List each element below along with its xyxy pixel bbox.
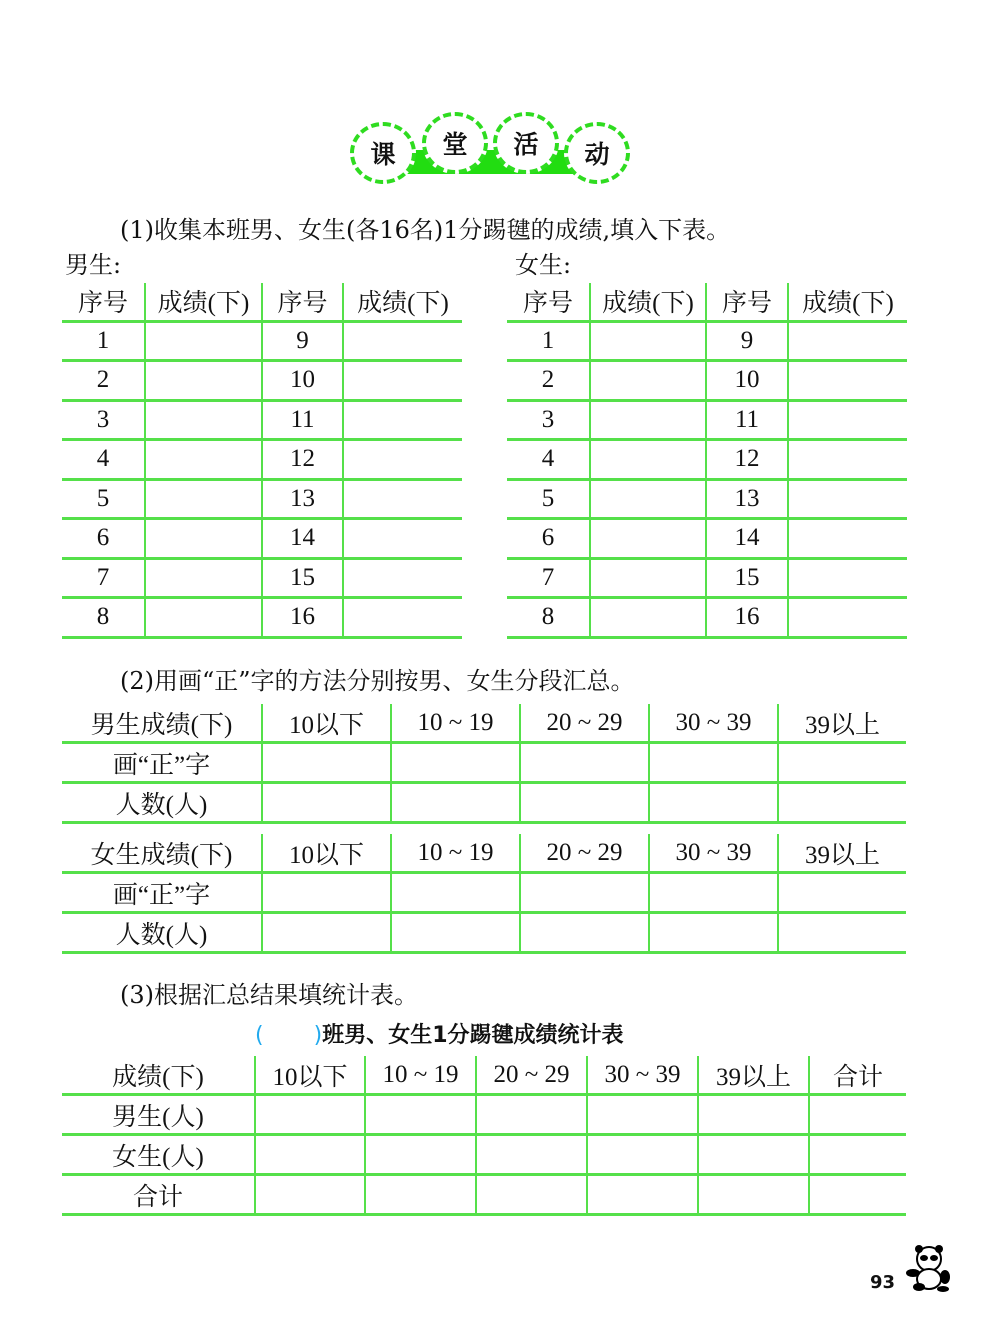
answer-cell[interactable] <box>590 400 706 440</box>
table-row <box>62 558 462 598</box>
answer-cell[interactable] <box>788 440 907 480</box>
answer-cell[interactable] <box>778 913 906 953</box>
answer-cell[interactable] <box>343 361 462 401</box>
answer-cell[interactable] <box>343 321 462 361</box>
table-cell: 39以上 <box>698 1056 809 1095</box>
answer-cell[interactable] <box>590 440 706 480</box>
table-cell: 20 ~ 29 <box>476 1056 587 1095</box>
banner-char: 动 <box>564 122 630 184</box>
table-row <box>62 519 462 559</box>
answer-cell[interactable] <box>649 783 778 823</box>
table-cell: 20 ~ 29 <box>520 834 649 873</box>
table-row <box>507 361 907 401</box>
header-row <box>507 283 907 321</box>
table-cell: 4 <box>507 440 590 480</box>
girls-score-table <box>507 283 907 639</box>
table-row <box>62 1135 906 1175</box>
header-row <box>62 283 462 321</box>
caption-text: 班男、女生1分踢毽成绩统计表 <box>322 1023 624 1048</box>
answer-cell[interactable] <box>255 1095 365 1135</box>
table-cell: 16 <box>262 598 343 638</box>
table-cell: 7 <box>507 558 590 598</box>
table-cell: 3 <box>62 400 145 440</box>
table-cell: 9 <box>706 321 788 361</box>
table-cell: 12 <box>262 440 343 480</box>
table-cell: 序号 <box>507 283 590 321</box>
table-cell: 39以上 <box>778 834 906 873</box>
table-cell: 7 <box>62 558 145 598</box>
table-cell: 10以下 <box>262 704 391 743</box>
table-cell: 16 <box>706 598 788 638</box>
table-cell: 2 <box>507 361 590 401</box>
page-number: 93 <box>870 1272 896 1293</box>
answer-cell[interactable] <box>778 783 906 823</box>
table-cell: 10 <box>262 361 343 401</box>
panda-icon <box>905 1243 955 1293</box>
table-cell: 20 ~ 29 <box>520 704 649 743</box>
header-row <box>62 704 906 743</box>
answer-cell[interactable] <box>365 1175 476 1215</box>
table-cell: 合计 <box>62 1175 255 1215</box>
answer-cell[interactable] <box>788 479 907 519</box>
answer-cell[interactable] <box>145 519 262 559</box>
table-row <box>62 440 462 480</box>
table-cell: 9 <box>262 321 343 361</box>
answer-cell[interactable] <box>476 1095 587 1135</box>
answer-cell[interactable] <box>391 743 520 783</box>
table-cell: 女生(人) <box>62 1135 255 1175</box>
answer-cell[interactable] <box>145 321 262 361</box>
table-row <box>62 321 462 361</box>
table-caption <box>255 1018 624 1049</box>
answer-cell[interactable] <box>262 913 391 953</box>
table-cell: 2 <box>62 361 145 401</box>
boys-tally-table <box>62 704 906 824</box>
table-cell: 13 <box>706 479 788 519</box>
table-row <box>507 400 907 440</box>
answer-cell[interactable] <box>145 440 262 480</box>
table-cell: 5 <box>62 479 145 519</box>
answer-cell[interactable] <box>788 361 907 401</box>
table-cell: 序号 <box>706 283 788 321</box>
table-cell: 10 <box>706 361 788 401</box>
question-3: (3)根据汇总结果填统计表。 <box>120 981 418 1009</box>
table-cell: 成绩(下) <box>590 283 706 321</box>
answer-cell[interactable] <box>391 873 520 913</box>
banner-char: 堂 <box>422 112 488 174</box>
answer-cell[interactable] <box>649 873 778 913</box>
banner-char: 活 <box>493 112 559 174</box>
answer-cell[interactable] <box>778 873 906 913</box>
class-blank-open: ( <box>255 1023 264 1048</box>
table-cell: 男生成绩(下) <box>62 704 262 743</box>
table-cell: 序号 <box>262 283 343 321</box>
table-row <box>62 783 906 823</box>
table-cell: 14 <box>262 519 343 559</box>
table-cell: 30 ~ 39 <box>649 704 778 743</box>
table-cell: 30 ~ 39 <box>649 834 778 873</box>
answer-cell[interactable] <box>262 743 391 783</box>
table-cell: 合计 <box>809 1056 906 1095</box>
table-cell: 15 <box>262 558 343 598</box>
table-cell: 人数(人) <box>62 913 262 953</box>
answer-cell[interactable] <box>343 598 462 638</box>
answer-cell[interactable] <box>145 361 262 401</box>
answer-cell[interactable] <box>809 1095 906 1135</box>
boys-label: 男生: <box>65 251 122 279</box>
table-cell: 11 <box>706 400 788 440</box>
answer-cell[interactable] <box>520 783 649 823</box>
table-row <box>507 440 907 480</box>
table-row <box>62 913 906 953</box>
answer-cell[interactable] <box>520 743 649 783</box>
table-row <box>62 873 906 913</box>
answer-cell[interactable] <box>476 1135 587 1175</box>
answer-cell[interactable] <box>698 1135 809 1175</box>
table-cell: 1 <box>62 321 145 361</box>
table-cell: 39以上 <box>778 704 906 743</box>
table-cell: 6 <box>62 519 145 559</box>
table-row <box>507 519 907 559</box>
header-row <box>62 834 906 873</box>
table-cell: 画“正”字 <box>62 873 262 913</box>
answer-cell[interactable] <box>520 913 649 953</box>
answer-cell[interactable] <box>590 361 706 401</box>
answer-cell[interactable] <box>590 479 706 519</box>
answer-cell[interactable] <box>145 598 262 638</box>
answer-cell[interactable] <box>590 519 706 559</box>
table-cell: 成绩(下) <box>343 283 462 321</box>
table-row <box>507 321 907 361</box>
table-cell: 1 <box>507 321 590 361</box>
table-cell: 10 ~ 19 <box>391 704 520 743</box>
table-cell: 5 <box>507 479 590 519</box>
answer-cell[interactable] <box>391 783 520 823</box>
table-cell: 画“正”字 <box>62 743 262 783</box>
table-row <box>62 1175 906 1215</box>
answer-cell[interactable] <box>809 1135 906 1175</box>
table-row <box>62 361 462 401</box>
answer-cell[interactable] <box>649 743 778 783</box>
answer-cell[interactable] <box>520 873 649 913</box>
table-row <box>62 400 462 440</box>
table-row <box>507 479 907 519</box>
table-cell: 成绩(下) <box>145 283 262 321</box>
boys-score-table <box>62 283 462 639</box>
question-1: (1)收集本班男、女生(各16名)1分踢毽的成绩,填入下表。 <box>120 216 731 244</box>
table-cell: 成绩(下) <box>62 1056 255 1095</box>
answer-cell[interactable] <box>590 321 706 361</box>
table-row <box>62 743 906 783</box>
question-2: (2)用画“正”字的方法分别按男、女生分段汇总。 <box>120 667 635 695</box>
answer-cell[interactable] <box>590 598 706 638</box>
answer-cell[interactable] <box>788 321 907 361</box>
answer-cell[interactable] <box>587 1135 698 1175</box>
class-blank-close: ) <box>313 1023 323 1048</box>
table-cell: 女生成绩(下) <box>62 834 262 873</box>
summary-table <box>62 1056 906 1216</box>
table-cell: 11 <box>262 400 343 440</box>
table-row <box>62 1095 906 1135</box>
answer-cell[interactable] <box>255 1175 365 1215</box>
table-cell: 序号 <box>62 283 145 321</box>
table-row <box>507 558 907 598</box>
answer-cell[interactable] <box>255 1135 365 1175</box>
answer-cell[interactable] <box>343 440 462 480</box>
answer-cell[interactable] <box>649 913 778 953</box>
table-cell: 3 <box>507 400 590 440</box>
table-cell: 男生(人) <box>62 1095 255 1135</box>
table-cell: 12 <box>706 440 788 480</box>
table-cell: 10 ~ 19 <box>391 834 520 873</box>
table-cell: 10以下 <box>262 834 391 873</box>
table-cell: 人数(人) <box>62 783 262 823</box>
answer-cell[interactable] <box>698 1095 809 1135</box>
answer-cell[interactable] <box>145 479 262 519</box>
answer-cell[interactable] <box>778 743 906 783</box>
header-row <box>62 1056 906 1095</box>
section-banner <box>350 108 625 178</box>
table-cell: 10 ~ 19 <box>365 1056 476 1095</box>
answer-cell[interactable] <box>788 519 907 559</box>
answer-cell[interactable] <box>365 1095 476 1135</box>
table-cell: 成绩(下) <box>788 283 907 321</box>
table-row <box>507 598 907 638</box>
table-cell: 30 ~ 39 <box>587 1056 698 1095</box>
table-row <box>62 598 462 638</box>
girls-label: 女生: <box>515 251 572 279</box>
answer-cell[interactable] <box>788 598 907 638</box>
answer-cell[interactable] <box>343 519 462 559</box>
table-cell: 8 <box>507 598 590 638</box>
table-cell: 4 <box>62 440 145 480</box>
table-cell: 10以下 <box>255 1056 365 1095</box>
answer-cell[interactable] <box>788 558 907 598</box>
answer-cell[interactable] <box>262 873 391 913</box>
table-cell: 15 <box>706 558 788 598</box>
answer-cell[interactable] <box>476 1175 587 1215</box>
answer-cell[interactable] <box>343 400 462 440</box>
girls-tally-table <box>62 834 906 954</box>
answer-cell[interactable] <box>262 783 391 823</box>
answer-cell[interactable] <box>698 1175 809 1215</box>
table-cell: 13 <box>262 479 343 519</box>
answer-cell[interactable] <box>590 558 706 598</box>
answer-cell[interactable] <box>788 400 907 440</box>
table-cell: 6 <box>507 519 590 559</box>
banner-char: 课 <box>350 122 416 184</box>
table-row <box>62 479 462 519</box>
answer-cell[interactable] <box>809 1175 906 1215</box>
answer-cell[interactable] <box>145 400 262 440</box>
answer-cell[interactable] <box>343 558 462 598</box>
answer-cell[interactable] <box>587 1095 698 1135</box>
answer-cell[interactable] <box>343 479 462 519</box>
answer-cell[interactable] <box>145 558 262 598</box>
table-cell: 8 <box>62 598 145 638</box>
answer-cell[interactable] <box>587 1175 698 1215</box>
table-cell: 14 <box>706 519 788 559</box>
answer-cell[interactable] <box>391 913 520 953</box>
answer-cell[interactable] <box>365 1135 476 1175</box>
